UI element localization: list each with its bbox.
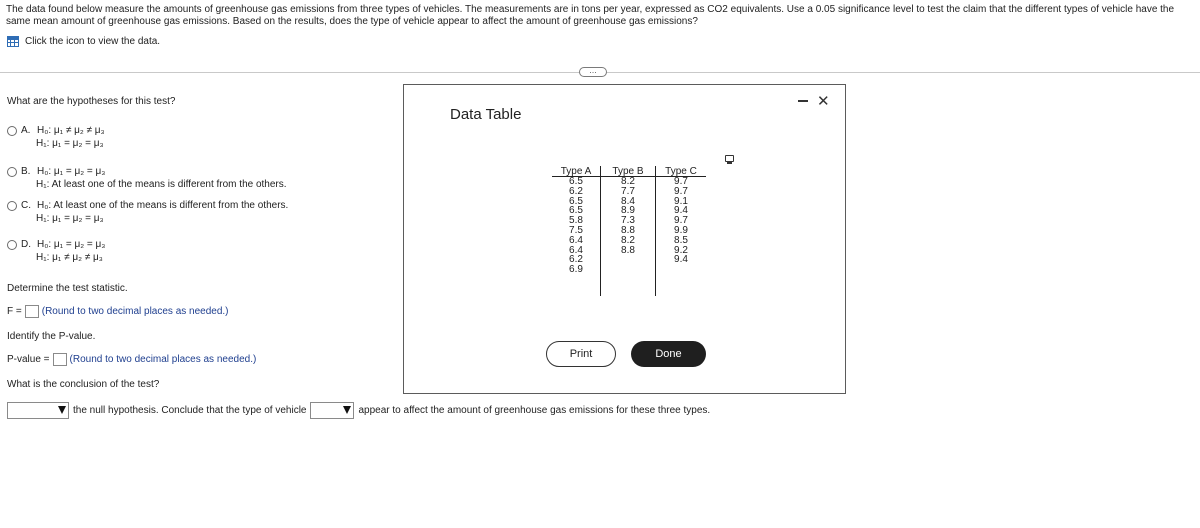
f-label: F = <box>7 306 22 317</box>
option-a[interactable] <box>7 124 105 150</box>
option-c-h0: H₀: At least one of the means is different from the others. <box>37 200 289 211</box>
data-table-icon[interactable] <box>7 36 19 47</box>
copy-data-icon[interactable] <box>725 155 734 162</box>
table-cell: 8.4 <box>621 195 635 207</box>
column-header-type-a: Type A <box>552 166 600 177</box>
table-cell: 5.8 <box>569 215 583 227</box>
table-cell: 8.2 <box>621 234 635 246</box>
option-a-letter: A. <box>21 125 31 136</box>
close-icon[interactable]: ✕ <box>817 93 830 110</box>
option-c-radio[interactable] <box>7 201 17 211</box>
option-d-radio[interactable] <box>7 240 17 250</box>
option-d-h1: H₁: μ₁ ≠ μ₂ ≠ μ₃ <box>36 252 103 263</box>
test-statistic-row <box>7 305 229 318</box>
pvalue-rounding-hint: (Round to two decimal places as needed.) <box>69 354 257 365</box>
does-appear-dropdown[interactable] <box>310 402 354 419</box>
pvalue-label: P-value = <box>7 354 50 365</box>
option-b-letter: B. <box>21 166 31 177</box>
table-cell: 8.8 <box>621 244 635 256</box>
table-cell: 6.5 <box>569 195 583 207</box>
table-cell: 9.7 <box>674 176 688 187</box>
column-type-a <box>552 166 600 275</box>
reject-decision-dropdown[interactable] <box>7 402 69 419</box>
table-cell: 9.2 <box>674 244 688 256</box>
table-cell: 9.9 <box>674 224 688 236</box>
table-cell: 9.4 <box>674 205 688 217</box>
table-cell: 7.5 <box>569 224 583 236</box>
table-cell: 6.5 <box>569 205 583 217</box>
conclusion-question: What is the conclusion of the test? <box>7 379 160 390</box>
table-cell: 7.3 <box>621 215 635 227</box>
table-cell: 8.8 <box>621 224 635 236</box>
option-b-radio[interactable] <box>7 167 17 177</box>
expand-more-button[interactable]: … <box>579 67 607 77</box>
option-d[interactable] <box>7 238 105 264</box>
dialog-title: Data Table <box>450 106 522 123</box>
table-cell: 9.1 <box>674 195 688 207</box>
option-d-h0: H₀: μ₁ = μ₂ = μ₃ <box>37 239 106 250</box>
option-c-h1: H₁: μ₁ = μ₂ = μ₃ <box>36 213 104 224</box>
pvalue-row <box>7 353 256 366</box>
data-table-dialog <box>403 84 846 394</box>
table-cell: 6.2 <box>569 185 583 197</box>
print-button[interactable]: Print <box>546 341 616 367</box>
pvalue-input[interactable] <box>53 353 67 366</box>
table-cell: 6.2 <box>569 254 583 266</box>
column-divider <box>655 166 656 296</box>
f-value-input[interactable] <box>25 305 39 318</box>
table-cell: 9.4 <box>674 254 688 266</box>
option-b-h1: H₁: At least one of the means is different from the others. <box>36 179 287 190</box>
dropdown-arrow-icon <box>343 406 351 414</box>
column-divider <box>600 166 601 296</box>
option-a-h0: H₀: μ₁ ≠ μ₂ ≠ μ₃ <box>37 125 105 136</box>
table-cell: 7.7 <box>621 185 635 197</box>
option-c-letter: C. <box>21 200 31 211</box>
view-data-link[interactable] <box>7 36 160 47</box>
option-b[interactable] <box>7 165 287 191</box>
view-data-label[interactable]: Click the icon to view the data. <box>25 36 161 47</box>
table-cell: 6.5 <box>569 176 583 187</box>
column-values-type-a <box>552 177 600 275</box>
f-rounding-hint: (Round to two decimal places as needed.) <box>41 306 229 317</box>
table-cell: 9.7 <box>674 215 688 227</box>
hypotheses-question: What are the hypotheses for this test? <box>7 96 176 107</box>
test-statistic-question: Determine the test statistic. <box>7 283 128 294</box>
dropdown-arrow-icon <box>58 406 66 414</box>
column-values-type-c <box>656 177 706 265</box>
table-cell: 6.4 <box>569 234 583 246</box>
table-cell: 8.9 <box>621 205 635 217</box>
minimize-icon[interactable] <box>798 100 808 102</box>
pvalue-question: Identify the P-value. <box>7 331 96 342</box>
option-b-h0: H₀: μ₁ = μ₂ = μ₃ <box>37 166 106 177</box>
column-values-type-b <box>601 177 655 255</box>
option-a-h1: H₁: μ₁ = μ₂ = μ₃ <box>36 138 104 149</box>
column-type-c <box>656 166 706 265</box>
problem-statement: The data found below measure the amounts of greenhouse gas emissions from three types of vehicles. The measurements are in tons per year, expressed as CO2 equivalents. Use a 0.05 significance level to test the claim that the different types of vehicle have the same mean amount of greenhouse gas emissions. Based on the results, does the type of vehicle appear to affect the amount of greenhouse gas emissions? <box>6 4 1175 27</box>
column-type-b <box>601 166 655 255</box>
column-header-type-b: Type B <box>601 166 655 177</box>
conclusion-text-end: appear to affect the amount of greenhouse gas emissions for these three types. <box>358 405 711 416</box>
table-cell: 8.5 <box>674 234 688 246</box>
option-a-radio[interactable] <box>7 126 17 136</box>
column-header-type-c: Type C <box>656 166 706 177</box>
conclusion-row <box>7 402 714 419</box>
option-d-letter: D. <box>21 239 31 250</box>
table-cell: 8.2 <box>621 176 635 187</box>
table-cell: 9.7 <box>674 185 688 197</box>
table-cell: 6.4 <box>569 244 583 256</box>
option-c[interactable] <box>7 199 288 225</box>
done-button[interactable]: Done <box>631 341 706 367</box>
conclusion-text-middle: the null hypothesis. Conclude that the type of vehicle <box>73 405 307 416</box>
table-cell: 6.9 <box>569 264 583 276</box>
